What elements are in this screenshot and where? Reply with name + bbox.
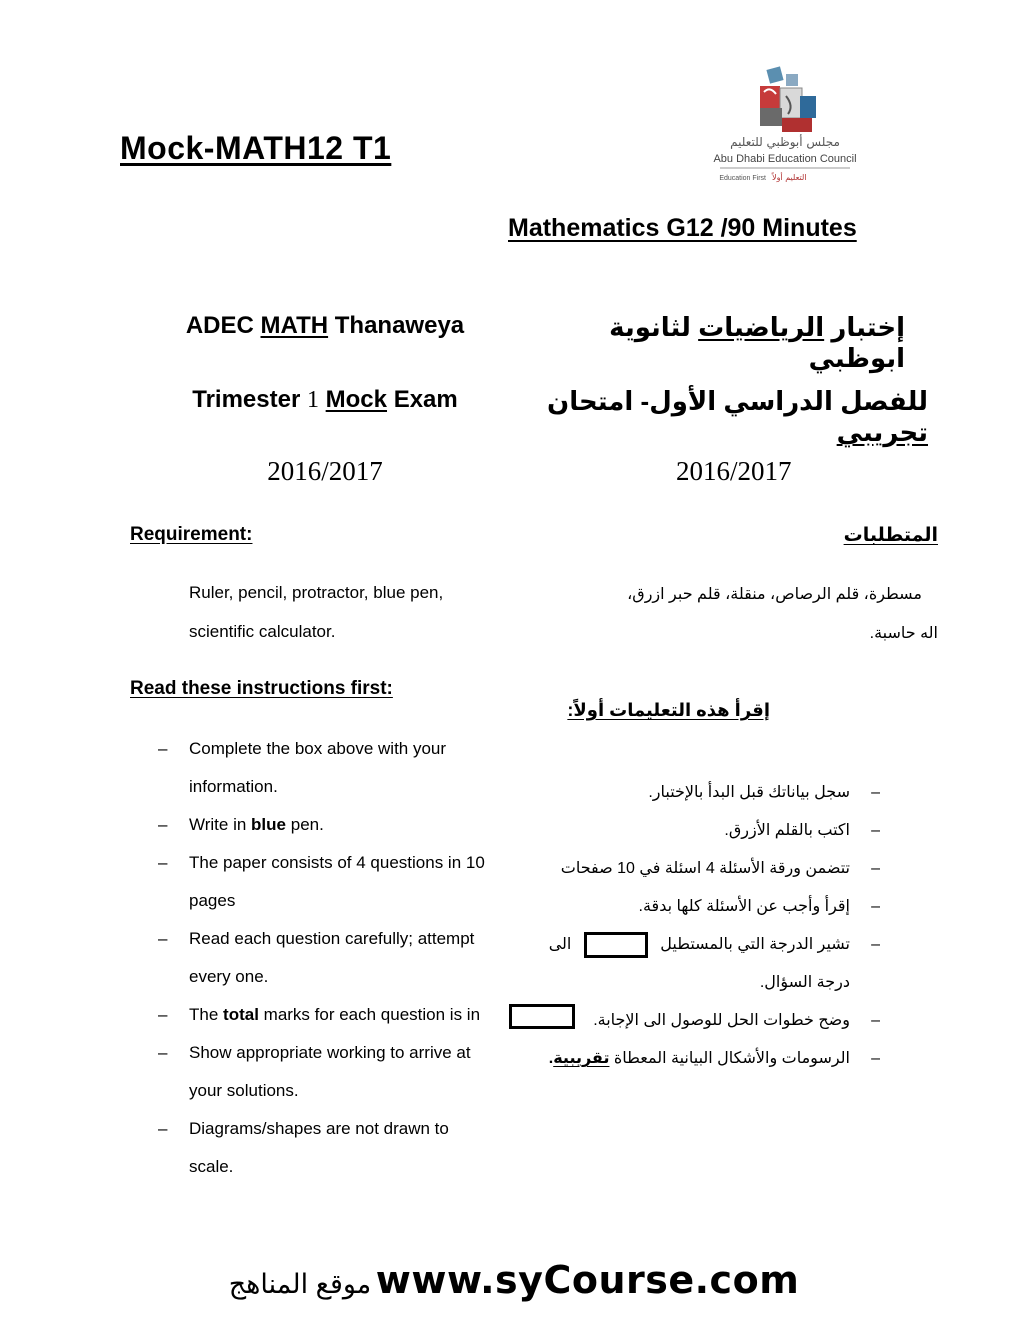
arabic-title-line1 [520, 312, 905, 374]
item-text: اكتب بالقلم الأزرق. [724, 822, 850, 839]
english-title-line1 [140, 312, 510, 340]
instructions-heading-ar: إقرأ هذه التعليمات أولاً: [567, 700, 770, 720]
item-text: The paper consists of 4 questions in 10 [189, 853, 485, 872]
adec-logo [700, 62, 870, 192]
title-exam: Exam [393, 386, 458, 413]
requirements-line1-ar: مسطرة، قلم الرصاص، منقلة، قلم حبر ازرق، [627, 586, 922, 603]
list-item [158, 920, 528, 996]
requirements-heading-ar: المتطلبات [843, 525, 938, 546]
item-text: تشير الدرجة التي بالمستطيل [660, 936, 850, 953]
item-text: وضح خطوات الحل للوصول الى الإجابة. [593, 1012, 850, 1029]
requirements-line2-en: scientific calculator. [189, 622, 336, 641]
list-item [480, 1040, 880, 1078]
dash: – [158, 739, 168, 758]
dash: – [871, 822, 880, 839]
item-text: درجة السؤال. [759, 974, 850, 991]
title-prefix: ADEC [185, 312, 254, 339]
item-text: الرسومات والأشكال البيانية المعطاة [613, 1050, 850, 1067]
dash: – [158, 1005, 168, 1024]
dash: – [158, 929, 168, 948]
title-trimester: Trimester [192, 386, 301, 413]
ar-title-semester: للفصل الدراسي الأول- امتحان [547, 386, 928, 416]
list-item [480, 926, 880, 1002]
ar-title-mock: تجريبي [836, 417, 928, 447]
dash: – [158, 1043, 168, 1062]
list-item [158, 844, 528, 920]
title-mock: Mock [325, 386, 388, 413]
list-item [480, 1002, 880, 1040]
item-text: information. [189, 777, 278, 796]
item-text: pages [189, 891, 236, 910]
list-item [480, 812, 880, 850]
item-text: every one. [189, 967, 269, 986]
list-item [480, 850, 880, 888]
subject-duration: Mathematics G12 /90 Minutes [508, 214, 857, 242]
dash: – [158, 1119, 168, 1138]
list-item [158, 1110, 528, 1186]
instructions-heading-en: Read these instructions first: [130, 678, 393, 699]
list-item [480, 774, 880, 812]
arabic-year: 2016/2017 [676, 456, 792, 486]
item-text: pen. [290, 815, 324, 834]
item-text: your solutions. [189, 1081, 299, 1100]
ar-title-prefix: إختبار [831, 312, 905, 342]
dash: – [871, 898, 880, 915]
item-bold-text: تقريبية [553, 1050, 610, 1067]
list-item [480, 888, 880, 926]
item-text: marks for each question is in [263, 1005, 481, 1024]
logo-tagline-ar: التعليم أولاً [772, 173, 807, 182]
list-item [158, 996, 528, 1034]
adec-logo-icon [700, 62, 870, 192]
instructions-list-en [158, 730, 528, 1186]
item-text: إقرأ وأجب عن الأسئلة كلها بدقة. [638, 898, 850, 915]
item-text: Diagrams/shapes are not drawn to [189, 1119, 449, 1138]
arabic-title-line2 [520, 386, 928, 448]
requirements-heading-en: Requirement: [130, 524, 253, 545]
list-item [158, 1034, 528, 1110]
item-bold-text: . [548, 1050, 554, 1067]
item-text: Read each question carefully; attempt [189, 929, 475, 948]
requirements-line1-en: Ruler, pencil, protractor, blue pen, [189, 583, 444, 602]
dash: – [158, 853, 168, 872]
item-text: scale. [189, 1157, 234, 1176]
dash: – [871, 860, 880, 877]
title-math: MATH [260, 312, 329, 339]
dash: – [871, 1012, 880, 1029]
title-thanaweya: Thanaweya [334, 312, 465, 339]
item-text: The [189, 1005, 219, 1024]
instructions-list-ar [480, 774, 880, 1078]
list-item [158, 806, 528, 844]
dash: – [871, 936, 880, 953]
dash: – [158, 815, 168, 834]
item-text: Write in [189, 815, 247, 834]
dash: – [871, 1050, 880, 1067]
marks-box-ar [584, 932, 648, 958]
logo-tagline-en: Education First [719, 175, 766, 182]
ar-title-math: الرياضيات [698, 312, 825, 342]
item-text: سجل بياناتك قبل البدأ بالإختبار. [648, 784, 850, 801]
logo-english-name: Abu Dhabi Education Council [713, 153, 857, 165]
footer-site-arabic: موقع المناهج [228, 1269, 372, 1299]
requirements-line2-ar: اله حاسبة. [869, 625, 938, 642]
dash: – [871, 784, 880, 801]
logo-arabic-name: مجلس أبوظبي للتعليم [730, 135, 840, 149]
item-text: تتضمن ورقة الأسئلة 4 اسئلة في 10 صفحات [560, 860, 850, 877]
item-text: الى [548, 936, 572, 953]
item-text: Show appropriate working to arrive at [189, 1043, 471, 1062]
footer [0, 1258, 1020, 1302]
item-bold-text: blue [251, 815, 286, 834]
english-year: 2016/2017 [267, 456, 383, 486]
ar-title-suffix: لثانوية ابوظبي [609, 312, 905, 373]
english-title-line2 [140, 386, 510, 414]
item-text: Complete the box above with your [189, 739, 447, 758]
list-item [158, 730, 528, 806]
item-bold-text: total [223, 1005, 259, 1024]
footer-site-link[interactable]: www.syCourse.com [375, 1258, 800, 1302]
mock-title: Mock-MATH12 T1 [120, 130, 392, 166]
title-trimester-number: 1 [306, 387, 319, 413]
